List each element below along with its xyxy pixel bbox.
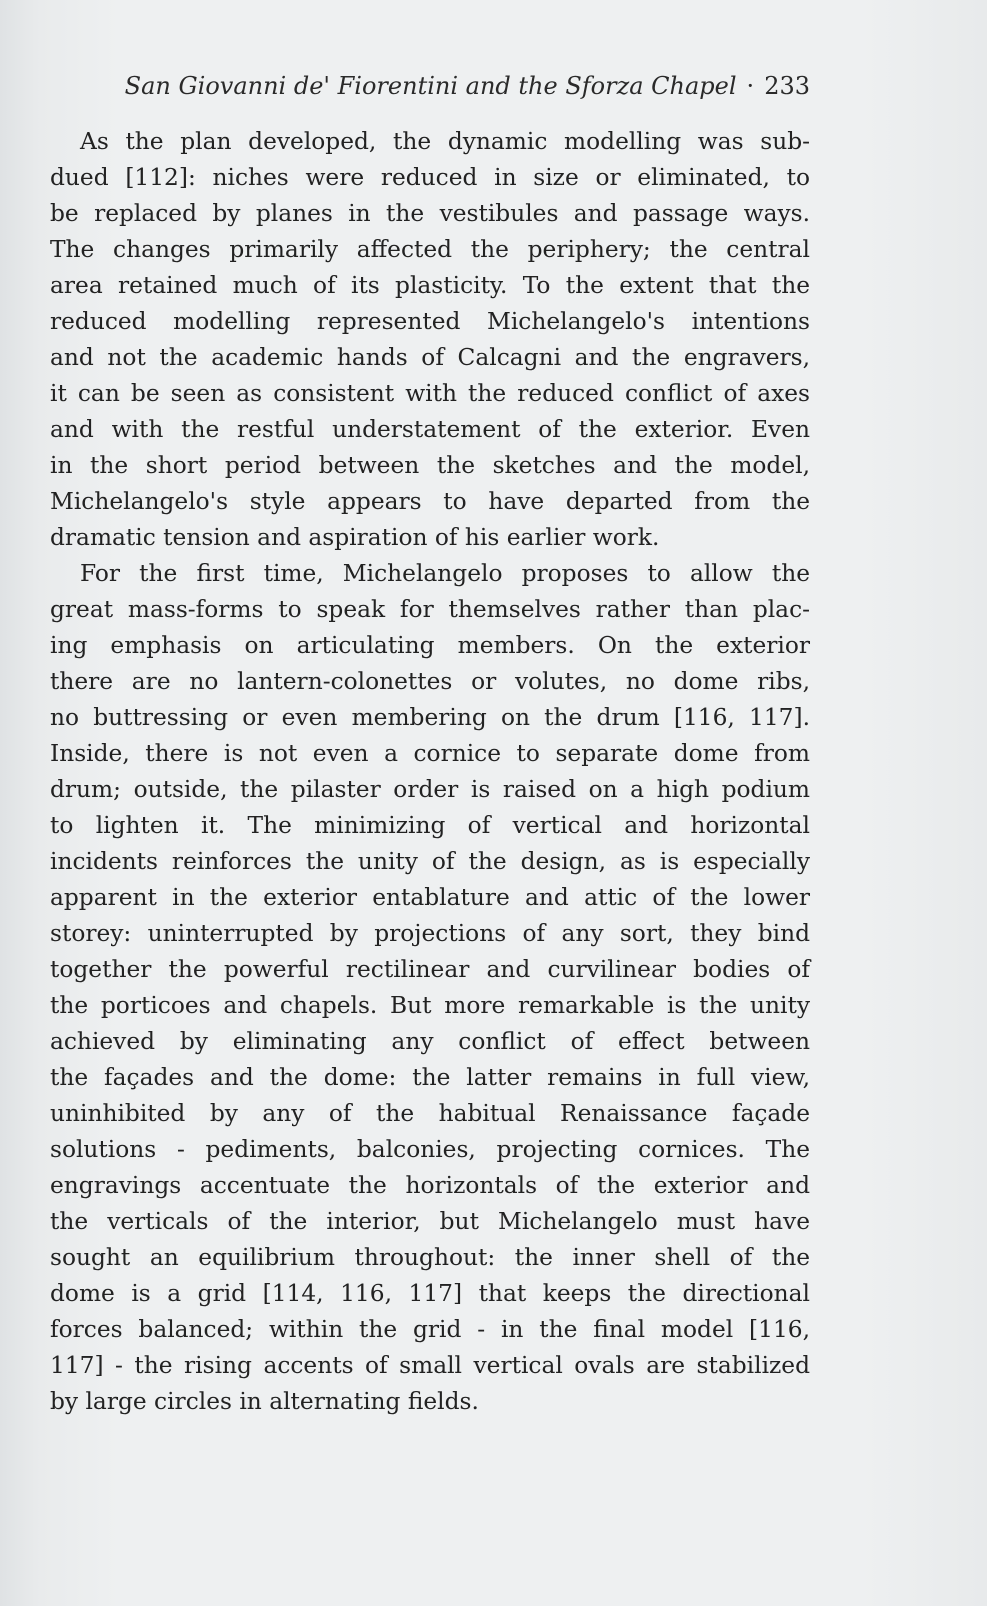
- text-line: incidents reinforces the unity of the design, as is especially: [50, 848, 810, 875]
- text-line: achieved by eliminating any conflict of effect between: [50, 1028, 810, 1055]
- text-line: and with the restful understatement of the exterior. Even: [50, 416, 810, 443]
- page-number: 233: [764, 72, 810, 100]
- text-line: the verticals of the interior, but Michelangelo must have: [50, 1208, 810, 1235]
- body-text: [50, 124, 810, 1420]
- text-line: The changes primarily affected the periphery; the central: [50, 236, 810, 263]
- text-line: uninhibited by any of the habitual Renaissance façade: [50, 1100, 810, 1127]
- paragraph-1: [50, 124, 810, 556]
- text-line: and not the academic hands of Calcagni and the engravers,: [50, 344, 810, 371]
- text-line: 117] - the rising accents of small vertical ovals are stabilized: [50, 1352, 810, 1379]
- text-line: no buttressing or even membering on the drum [116, 117].: [50, 704, 810, 731]
- text-line: by large circles in alternating fields.: [50, 1388, 479, 1415]
- text-line: great mass-forms to speak for themselves rather than plac-: [50, 596, 810, 623]
- text-line: drum; outside, the pilaster order is raised on a high podium: [50, 776, 810, 803]
- text-line: the façades and the dome: the latter remains in full view,: [50, 1064, 810, 1091]
- text-line: engravings accentuate the horizontals of the exterior and: [50, 1172, 810, 1199]
- text-line: Michelangelo's style appears to have departed from the: [50, 488, 810, 515]
- text-line: in the short period between the sketches and the model,: [50, 452, 810, 479]
- text-line: be replaced by planes in the vestibules and passage ways.: [50, 200, 810, 227]
- text-line: it can be seen as consistent with the reduced conflict of axes: [50, 380, 810, 407]
- text-line: dome is a grid [114, 116, 117] that keeps the directional: [50, 1280, 810, 1307]
- text-line: to lighten it. The minimizing of vertical and horizontal: [50, 812, 810, 839]
- text-line: forces balanced; within the grid - in the final model [116,: [50, 1316, 810, 1343]
- text-line: area retained much of its plasticity. To the extent that the: [50, 272, 810, 299]
- text-line: storey: uninterrupted by projections of any sort, they bind: [50, 920, 810, 947]
- text-line: ing emphasis on articulating members. On the exterior: [50, 632, 810, 659]
- text-line: solutions - pediments, balconies, projecting cornices. The: [50, 1136, 810, 1163]
- text-line: together the powerful rectilinear and curvilinear bodies of: [50, 956, 810, 983]
- text-line: sought an equilibrium throughout: the inner shell of the: [50, 1244, 810, 1271]
- running-head: [110, 72, 810, 100]
- paragraph-2: [50, 556, 810, 1420]
- text-line: reduced modelling represented Michelangelo's intentions: [50, 308, 810, 335]
- text-line: Inside, there is not even a cornice to separate dome from: [50, 740, 810, 767]
- text-line: apparent in the exterior entablature and attic of the lower: [50, 884, 810, 911]
- text-line: dued [112]: niches were reduced in size or eliminated, to: [50, 164, 810, 191]
- header-separator: ·: [746, 72, 755, 100]
- text-line: there are no lantern-colonettes or volutes, no dome ribs,: [50, 668, 810, 695]
- text-line: For the first time, Michelangelo proposes to allow the: [80, 560, 810, 587]
- text-line: the porticoes and chapels. But more remarkable is the unity: [50, 992, 810, 1019]
- text-line: dramatic tension and aspiration of his earlier work.: [50, 524, 660, 551]
- text-line: As the plan developed, the dynamic modelling was sub-: [80, 128, 810, 155]
- running-title: San Giovanni de' Fiorentini and the Sforza Chapel: [124, 72, 737, 100]
